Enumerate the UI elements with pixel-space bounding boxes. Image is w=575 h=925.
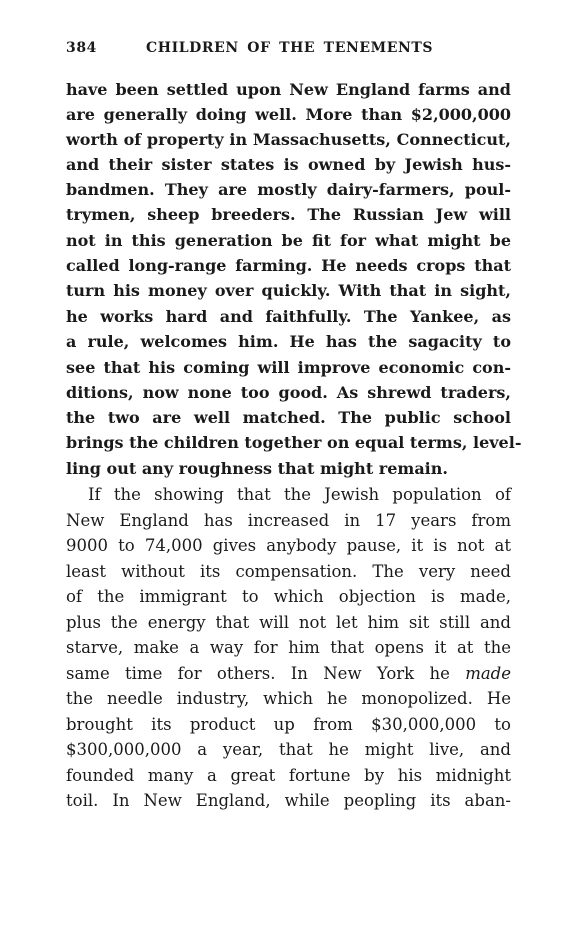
text-line: New England has increased in 17 years from — [66, 511, 511, 530]
text-line: he works hard and faithfully. The Yankee, as — [66, 307, 511, 326]
page-number: 384 — [66, 40, 98, 56]
running-title: CHILDREN OF THE TENEMENTS — [146, 40, 434, 56]
italic-word: made — [465, 664, 512, 683]
text-line: If the showing that the Jewish population of — [88, 485, 511, 504]
text-line: starve, make a way for him that opens it at the — [66, 638, 511, 657]
text-line: worth of property in Massachusetts, Connecticut, — [66, 130, 511, 149]
text-line: the needle industry, which he monopolized. He — [66, 689, 511, 708]
text-line: turn his money over quickly. With that in sight, — [66, 281, 511, 300]
text-line: have been settled upon New England farms and — [66, 80, 511, 99]
text-line: called long-range farming. He needs crops that — [66, 256, 511, 275]
text-line: not in this generation be fit for what might be — [66, 231, 511, 250]
text-line: a rule, welcomes him. He has the sagacity to — [66, 332, 511, 351]
text-line: plus the energy that will not let him sit still and — [66, 613, 511, 632]
text-line: founded many a great fortune by his midnight — [66, 766, 511, 785]
text-line: brought its product up from $30,000,000 to — [66, 715, 511, 734]
text-line: ditions, now none too good. As shrewd traders, — [66, 383, 511, 402]
text-line: bandmen. They are mostly dairy-farmers, poul- — [66, 180, 511, 199]
running-head — [66, 40, 511, 58]
text-line: least without its compensation. The very need — [66, 562, 511, 581]
text-line: $300,000,000 a year, that he might live, and — [66, 740, 511, 759]
text-segment: same time for others. In New York he — [66, 664, 450, 683]
text-line: trymen, sheep breeders. The Russian Jew will — [66, 205, 511, 224]
text-line: brings the children together on equal terms, level- — [66, 433, 522, 452]
text-line: are generally doing well. More than $2,000,000 — [66, 105, 511, 124]
text-line — [66, 661, 511, 686]
text-line: see that his coming will improve economic con- — [66, 358, 511, 377]
text-line: of the immigrant to which objection is made, — [66, 587, 511, 606]
text-line: the two are well matched. The public school — [66, 408, 511, 427]
text-line: 9000 to 74,000 gives anybody pause, it is not at — [66, 536, 511, 555]
text-line: toil. In New England, while peopling its aban- — [66, 791, 511, 810]
text-line: ling out any roughness that might remain. — [66, 459, 448, 478]
text-line: and their sister states is owned by Jewish hus- — [66, 155, 511, 174]
